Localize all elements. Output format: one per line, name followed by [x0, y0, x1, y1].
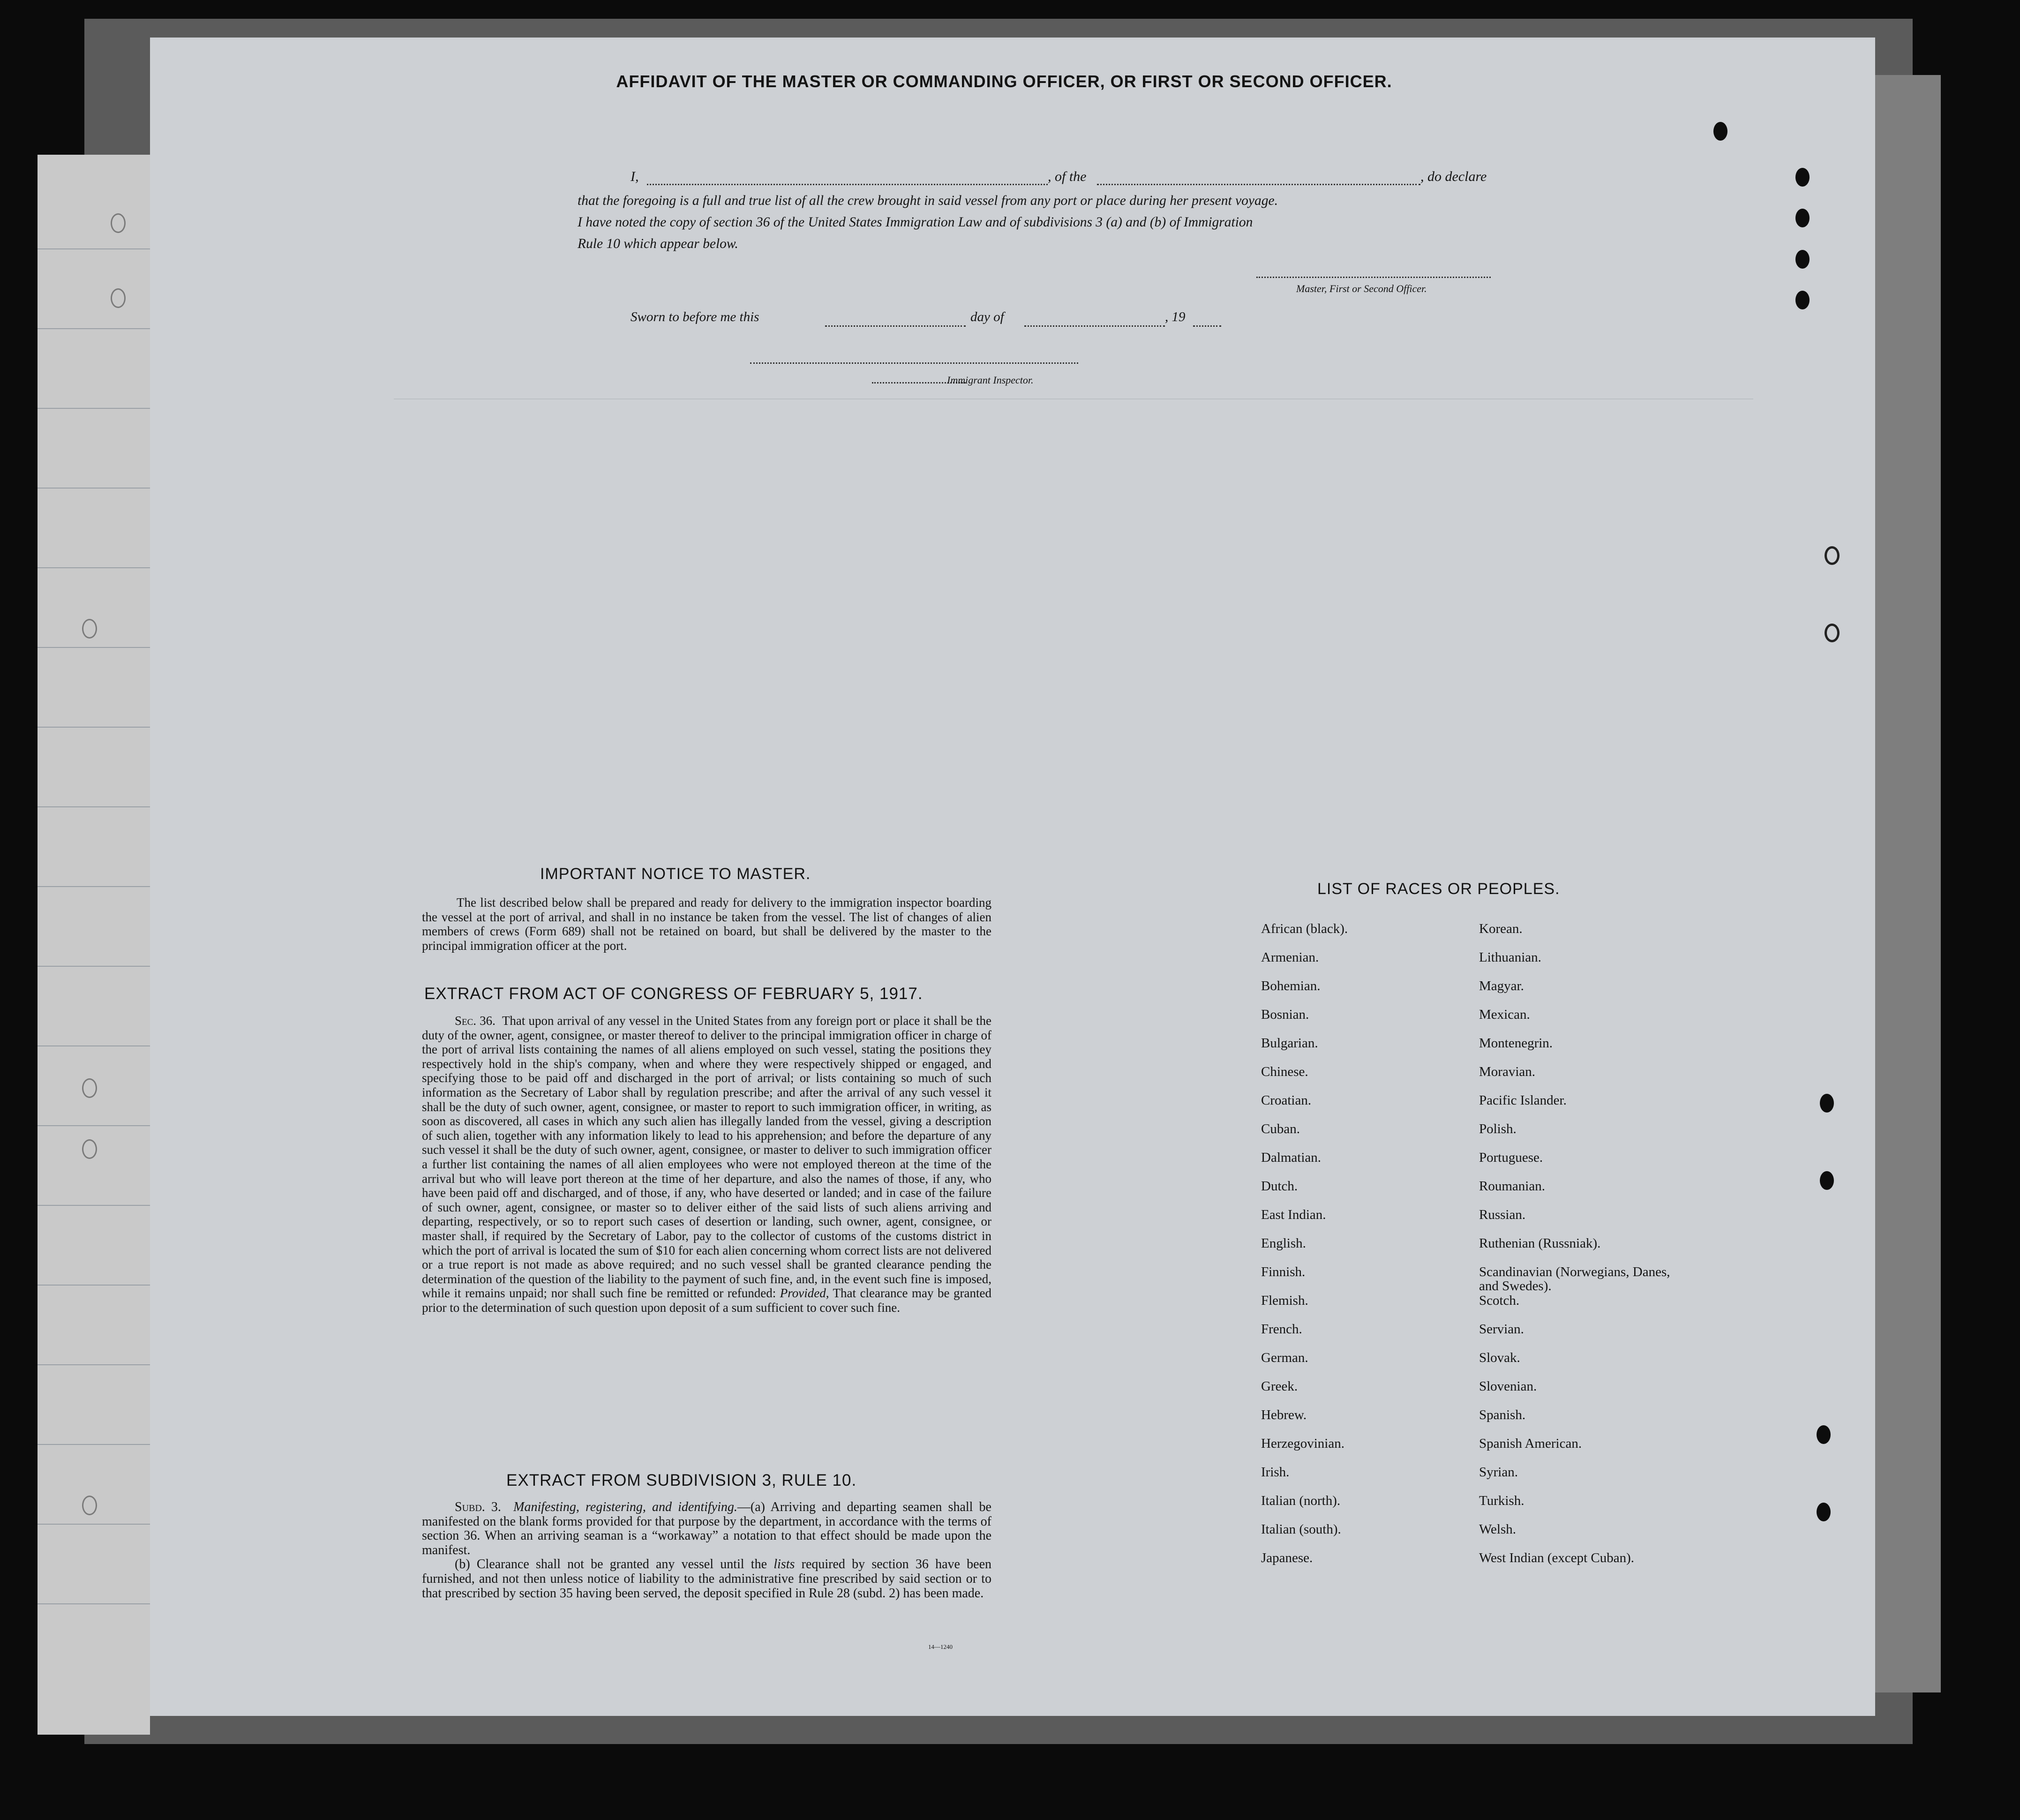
race-item: Spanish American. [1479, 1436, 1582, 1451]
binding-hole [82, 1139, 97, 1159]
name-blank [647, 184, 1048, 185]
master-caption: Master, First or Second Officer. [1296, 283, 1427, 294]
race-item: Bosnian. [1261, 1007, 1309, 1022]
subd-b-start: (b) Clearance shall not be granted any vessel until the [455, 1557, 767, 1572]
race-item: Servian. [1479, 1322, 1524, 1337]
sworn-month-blank [1024, 325, 1165, 327]
punch-hole [1825, 624, 1840, 642]
races-title: LIST OF RACES OR PEOPLES. [1317, 880, 1560, 898]
race-item: Greek. [1261, 1379, 1298, 1394]
subd-label: Subd. 3. [455, 1500, 501, 1514]
day-of-label: day of [970, 309, 1004, 324]
act-body-end: That clearance may be granted prior to the determination of such question upon deposit of a sum sufficient to cover such fine. [422, 1286, 992, 1315]
of-the-label: , of the [1048, 169, 1087, 184]
rule-title: EXTRACT FROM SUBDIVISION 3, RULE 10. [506, 1471, 857, 1489]
affidavit-i-label: I, [631, 169, 639, 184]
subd-heading: Manifesting, registering, and identifying. [513, 1500, 737, 1514]
race-item: Slovenian. [1479, 1379, 1537, 1394]
race-item: Montenegrin. [1479, 1036, 1553, 1051]
race-item: Scandinavian (Norwegians, Danes, and Swedes). [1479, 1264, 1670, 1294]
race-item: East Indian. [1261, 1207, 1326, 1222]
race-item: German. [1261, 1350, 1308, 1365]
race-item: Turkish. [1479, 1493, 1524, 1508]
race-item: Finnish. [1261, 1264, 1306, 1279]
race-item: Portuguese. [1479, 1150, 1543, 1165]
affidavit-line-2: that the foregoing is a full and true list of all the crew brought in said vessel from any port or place during her present voyage. [578, 193, 1278, 208]
form-number: 14—1240 [928, 1643, 953, 1650]
race-item: Spanish. [1479, 1407, 1526, 1422]
act-title: EXTRACT FROM ACT OF CONGRESS OF FEBRUARY 5, 1917. [424, 985, 923, 1003]
binding-hole [82, 619, 97, 639]
notice-body: The list described below shall be prepared and ready for delivery to the immigration inspector boarding the vessel at the port of arrival, and shall in no instance be taken from the vessel. The list of changes of alien members of crews (Form 689) shall not be retained on board, but shall be delivered by the master to the principal immigration officer at the port. [422, 895, 991, 953]
race-item: Polish. [1479, 1121, 1517, 1136]
binding-hole [82, 1078, 97, 1098]
race-item: English. [1261, 1236, 1306, 1251]
provided-word: Provided, [780, 1286, 829, 1301]
race-item: Japanese. [1261, 1550, 1313, 1565]
race-item: Slovak. [1479, 1350, 1520, 1365]
affidavit-title: AFFIDAVIT OF THE MASTER OR COMMANDING OFFICER, OR FIRST OR SECOND OFFICER. [616, 72, 1392, 91]
inspector-caption: Immigrant Inspector. [947, 374, 1034, 386]
race-item: West Indian (except Cuban). [1479, 1550, 1635, 1565]
races-column-right [1479, 922, 1685, 1579]
sec-label: Sec. 36. [455, 1014, 496, 1028]
binding-hole [111, 288, 126, 308]
race-item: Chinese. [1261, 1064, 1308, 1079]
race-item: Italian (south). [1261, 1522, 1341, 1537]
do-declare-label: , do declare [1420, 169, 1487, 184]
race-item: Herzegovinian. [1261, 1436, 1344, 1451]
race-item: Lithuanian. [1479, 950, 1541, 965]
race-item: Pacific Islander. [1479, 1093, 1567, 1108]
punch-hole [1795, 291, 1810, 309]
punch-hole [1820, 1094, 1834, 1113]
punch-hole [1795, 209, 1810, 227]
race-item: Bohemian. [1261, 978, 1321, 993]
race-item: Flemish. [1261, 1293, 1308, 1308]
lists-word: lists [773, 1557, 795, 1572]
rule-subdivision-3 [422, 1500, 991, 1601]
race-item: Korean. [1479, 921, 1523, 936]
punch-hole [1825, 546, 1840, 565]
race-item: Scotch. [1479, 1293, 1520, 1308]
sworn-day-blank [825, 325, 966, 327]
race-item: Magyar. [1479, 978, 1524, 993]
subd-a-text: —(a) Arriving and departing seamen shall be manifested on the blank forms provided for that purpose by the department, in accordance with the terms of section 36. When an arriving seaman is a “workaway” a notation to that effect should be made upon the manifest. [422, 1500, 991, 1557]
race-item: Irish. [1261, 1465, 1290, 1480]
race-item: Moravian. [1479, 1064, 1535, 1079]
bleed-through-grid [394, 399, 1753, 915]
race-item: Armenian. [1261, 950, 1319, 965]
subd-b-end: required by section 36 have been furnished, and not then unless notice of liability to the administrative fine prescribed by said section or to that prescribed by section 35 having been served, the deposit specified in Rule 28 (subd. 2) has been made. [422, 1557, 992, 1601]
race-item: Croatian. [1261, 1093, 1312, 1108]
vessel-blank [1097, 184, 1420, 185]
act-section-36 [422, 1014, 991, 1315]
race-item: French. [1261, 1322, 1302, 1337]
act-body: That upon arrival of any vessel in the United States from any foreign port or place it shall be the duty of the owner, agent, consignee, or master thereof to deliver to the principal immigration officer in charge of the port of arrival lists containing the names of all aliens employed on such vessel, stating the positions they respectively hold in the ship's company, when and where they were respectively shipped or engaged, and specifying those to be paid off and discharged in the port of arrival; or lists containing so much of such information as the Secretary of Labor shall by regulation prescribe; and after the arrival of any such vessel it shall be the duty of such owner, agent, consignee, or master to report to such immigration officer, in writing, as soon as discovered, all cases in which any such alien has illegally landed from the vessel, giving a description of such alien, together with any information likely to lead to his apprehension; and before the departure of any such vessel it shall be the duty of such owner, agent, consignee, or master to deliver to such immigration officer a further list containing the names of all alien employees who were not employed thereon at the time of the arrival but who will leave port thereon at the time of her departure, and also the names of those, if any, who have been paid off and discharged, and of those, if any, who have deserted or landed; and in case of the failure of such owner, agent, consignee, or master so to deliver either of the said lists of such aliens arriving and departing, respectively, or so to report such cases of desertion or landing, such owner, agent, consignee, or master shall, if required by the Secretary of Labor, pay to the collector of customs of the customs district in which the port of arrival is located the sum of $10 for each alien concerning whom correct lists are not delivered or a true report is not made as above required; and no such vessel shall be granted clearance pending the determination of the question of the liability to the payment of such fine, and, in the event such fine is imposed, while it remains unpaid; nor shall such fine be remitted or refunded: [422, 1014, 991, 1301]
affidavit-line-3: I have noted the copy of section 36 of the United States Immigration Law and of subdivisions 3 (a) and (b) of Immigration [578, 215, 1253, 230]
binding-hole [82, 1496, 97, 1515]
punch-hole [1817, 1503, 1831, 1521]
notice-title: IMPORTANT NOTICE TO MASTER. [540, 865, 811, 883]
affidavit-line-4: Rule 10 which appear below. [578, 236, 738, 251]
race-item: Roumanian. [1479, 1179, 1545, 1194]
race-item: Bulgarian. [1261, 1036, 1318, 1051]
year-label: , 19 [1165, 309, 1186, 324]
race-item: Dutch. [1261, 1179, 1298, 1194]
punch-hole [1795, 168, 1810, 187]
punch-hole [1713, 122, 1727, 141]
race-item: Hebrew. [1261, 1407, 1307, 1422]
race-item: Cuban. [1261, 1121, 1300, 1136]
race-item: Dalmatian. [1261, 1150, 1322, 1165]
race-item: Welsh. [1479, 1522, 1517, 1537]
punch-hole [1795, 250, 1810, 269]
race-item: Italian (north). [1261, 1493, 1341, 1508]
binding-hole [111, 213, 126, 233]
sworn-label: Sworn to before me this [631, 309, 759, 324]
race-item: Mexican. [1479, 1007, 1530, 1022]
master-signature-line [1256, 277, 1491, 278]
sworn-year-blank [1193, 325, 1221, 327]
underlying-page-edge-right [1870, 75, 1941, 1692]
race-item: Syrian. [1479, 1465, 1518, 1480]
punch-hole [1820, 1171, 1834, 1190]
race-item: Russian. [1479, 1207, 1526, 1222]
race-item: African (black). [1261, 921, 1348, 936]
inspector-signature-line [750, 362, 1078, 364]
races-column-left [1261, 922, 1477, 1579]
race-item: Ruthenian (Russniak). [1479, 1236, 1601, 1251]
punch-hole [1817, 1425, 1831, 1444]
